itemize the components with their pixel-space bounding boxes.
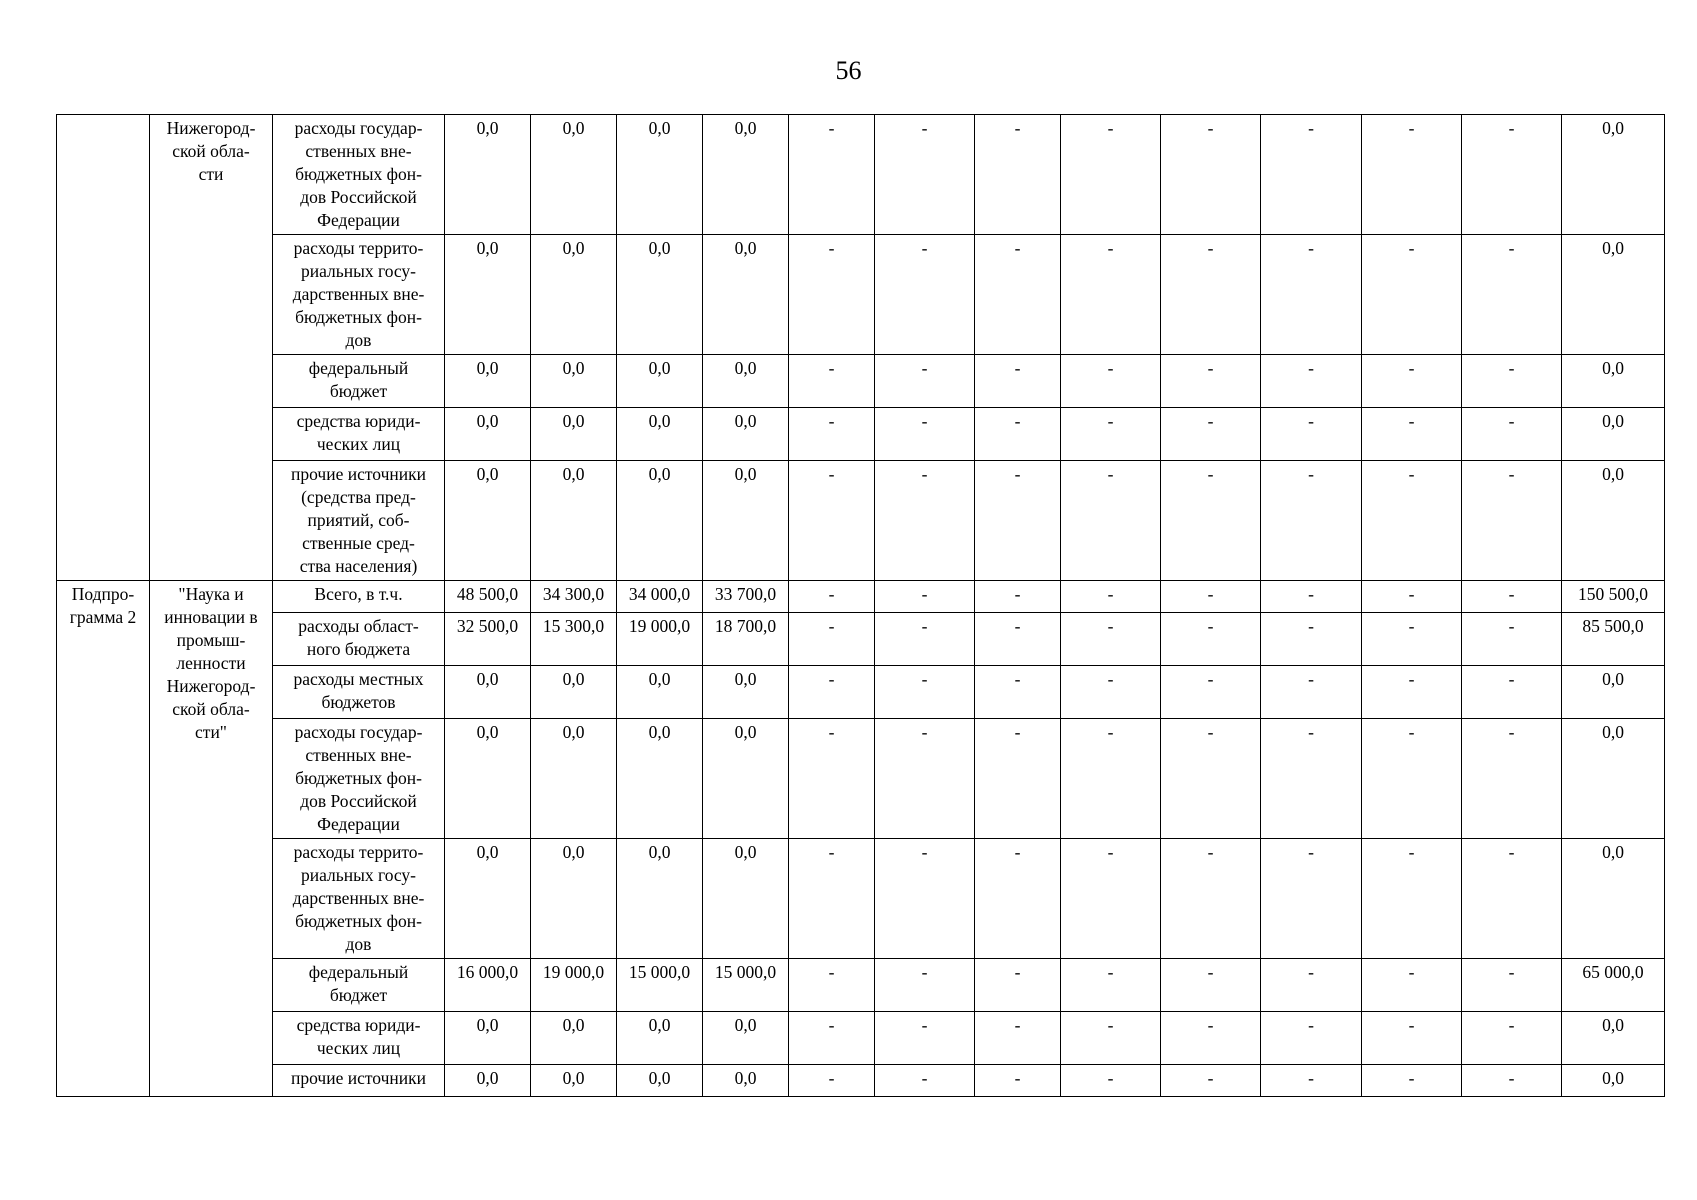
value-cell: - xyxy=(789,581,875,613)
value-cell: - xyxy=(1362,461,1462,581)
value-cell: - xyxy=(1462,355,1562,408)
program-name-cell: "Наука и инновации в промыш- ленности Нижегород- ской обла- сти" xyxy=(150,581,273,1097)
value-cell: - xyxy=(1261,1065,1362,1097)
table-row xyxy=(57,1065,1665,1097)
value-cell: - xyxy=(1362,235,1462,355)
value-cell: 0,0 xyxy=(531,666,617,719)
funding-source-cell: федеральный бюджет xyxy=(273,355,445,408)
table-row xyxy=(57,581,1665,613)
budget-table-body xyxy=(57,115,1665,1097)
value-cell: - xyxy=(1061,355,1161,408)
value-cell: - xyxy=(1061,1065,1161,1097)
value-cell: - xyxy=(1261,408,1362,461)
value-cell: - xyxy=(975,719,1061,839)
value-cell: - xyxy=(789,461,875,581)
value-cell: - xyxy=(875,959,975,1012)
value-cell: 0,0 xyxy=(531,408,617,461)
value-cell: 15 300,0 xyxy=(531,613,617,666)
value-cell: - xyxy=(1362,666,1462,719)
value-cell: 0,0 xyxy=(617,355,703,408)
status-cell: Подпро- грамма 2 xyxy=(57,581,150,1097)
value-cell: 15 000,0 xyxy=(703,959,789,1012)
value-cell: 150 500,0 xyxy=(1562,581,1665,613)
value-cell: - xyxy=(975,1065,1061,1097)
value-cell: 0,0 xyxy=(617,1065,703,1097)
value-cell: - xyxy=(875,613,975,666)
value-cell: - xyxy=(1161,355,1261,408)
value-cell: - xyxy=(1061,666,1161,719)
table-row xyxy=(57,1012,1665,1065)
value-cell: 0,0 xyxy=(617,719,703,839)
value-cell: - xyxy=(1161,959,1261,1012)
value-cell: 0,0 xyxy=(1562,839,1665,959)
value-cell: 0,0 xyxy=(703,719,789,839)
value-cell: 0,0 xyxy=(1562,666,1665,719)
value-cell: - xyxy=(789,235,875,355)
value-cell: - xyxy=(975,1012,1061,1065)
value-cell: - xyxy=(1061,1012,1161,1065)
table-row xyxy=(57,959,1665,1012)
value-cell: 0,0 xyxy=(703,1012,789,1065)
value-cell: - xyxy=(1161,408,1261,461)
value-cell: - xyxy=(875,355,975,408)
value-cell: - xyxy=(1061,115,1161,235)
funding-source-cell: федеральный бюджет xyxy=(273,959,445,1012)
value-cell: - xyxy=(1261,581,1362,613)
value-cell: 0,0 xyxy=(531,1065,617,1097)
value-cell: - xyxy=(1462,1012,1562,1065)
value-cell: 0,0 xyxy=(617,408,703,461)
value-cell: 19 000,0 xyxy=(617,613,703,666)
value-cell: 0,0 xyxy=(531,1012,617,1065)
value-cell: - xyxy=(1462,613,1562,666)
value-cell: 0,0 xyxy=(531,115,617,235)
value-cell: - xyxy=(875,1012,975,1065)
value-cell: 0,0 xyxy=(617,461,703,581)
value-cell: 18 700,0 xyxy=(703,613,789,666)
table-row xyxy=(57,355,1665,408)
value-cell: 0,0 xyxy=(617,235,703,355)
value-cell: 0,0 xyxy=(1562,461,1665,581)
value-cell: - xyxy=(975,666,1061,719)
value-cell: - xyxy=(789,1065,875,1097)
funding-source-cell: прочие источники (средства пред- приятий, соб- ственные сред- ства населения) xyxy=(273,461,445,581)
value-cell: - xyxy=(975,461,1061,581)
table-row xyxy=(57,719,1665,839)
value-cell: 16 000,0 xyxy=(445,959,531,1012)
value-cell: - xyxy=(1462,581,1562,613)
table-row xyxy=(57,235,1665,355)
value-cell: - xyxy=(1161,839,1261,959)
value-cell: - xyxy=(975,115,1061,235)
value-cell: - xyxy=(1261,613,1362,666)
program-name-cell: Нижегород- ской обла- сти xyxy=(150,115,273,581)
value-cell: - xyxy=(1161,613,1261,666)
value-cell: - xyxy=(1261,719,1362,839)
value-cell: 0,0 xyxy=(1562,408,1665,461)
value-cell: - xyxy=(1362,839,1462,959)
value-cell: 34 000,0 xyxy=(617,581,703,613)
value-cell: - xyxy=(1462,235,1562,355)
value-cell: 0,0 xyxy=(1562,235,1665,355)
table-row xyxy=(57,408,1665,461)
value-cell: - xyxy=(1362,1012,1462,1065)
value-cell: 0,0 xyxy=(531,839,617,959)
value-cell: 0,0 xyxy=(1562,115,1665,235)
table-row xyxy=(57,115,1665,235)
value-cell: 0,0 xyxy=(703,235,789,355)
value-cell: 0,0 xyxy=(1562,1012,1665,1065)
value-cell: - xyxy=(875,581,975,613)
value-cell: 15 000,0 xyxy=(617,959,703,1012)
value-cell: - xyxy=(1261,355,1362,408)
value-cell: - xyxy=(1161,461,1261,581)
value-cell: - xyxy=(975,959,1061,1012)
value-cell: - xyxy=(1462,1065,1562,1097)
value-cell: - xyxy=(789,959,875,1012)
value-cell: - xyxy=(789,839,875,959)
value-cell: - xyxy=(1362,581,1462,613)
value-cell: 0,0 xyxy=(703,839,789,959)
funding-source-cell: прочие источники xyxy=(273,1065,445,1097)
value-cell: - xyxy=(1362,355,1462,408)
value-cell: 0,0 xyxy=(703,461,789,581)
value-cell: 0,0 xyxy=(617,839,703,959)
status-cell xyxy=(57,115,150,581)
funding-source-cell: средства юриди- ческих лиц xyxy=(273,408,445,461)
value-cell: 0,0 xyxy=(445,1065,531,1097)
value-cell: - xyxy=(1061,461,1161,581)
value-cell: - xyxy=(1261,959,1362,1012)
value-cell: - xyxy=(1161,1065,1261,1097)
funding-source-cell: средства юриди- ческих лиц xyxy=(273,1012,445,1065)
table-row xyxy=(57,666,1665,719)
value-cell: 0,0 xyxy=(445,235,531,355)
value-cell: 0,0 xyxy=(531,355,617,408)
value-cell: 0,0 xyxy=(703,666,789,719)
value-cell: 0,0 xyxy=(703,355,789,408)
value-cell: - xyxy=(1261,839,1362,959)
value-cell: - xyxy=(1161,115,1261,235)
value-cell: 0,0 xyxy=(531,235,617,355)
value-cell: - xyxy=(1161,719,1261,839)
funding-source-cell: расходы террито- риальных госу- дарственных вне- бюджетных фон- дов xyxy=(273,235,445,355)
value-cell: 0,0 xyxy=(703,408,789,461)
value-cell: - xyxy=(975,839,1061,959)
value-cell: 0,0 xyxy=(445,408,531,461)
value-cell: - xyxy=(1462,839,1562,959)
value-cell: 33 700,0 xyxy=(703,581,789,613)
value-cell: - xyxy=(789,355,875,408)
value-cell: - xyxy=(1462,408,1562,461)
value-cell: 48 500,0 xyxy=(445,581,531,613)
value-cell: - xyxy=(1462,719,1562,839)
value-cell: - xyxy=(1261,1012,1362,1065)
value-cell: - xyxy=(975,581,1061,613)
value-cell: - xyxy=(789,115,875,235)
value-cell: - xyxy=(1362,1065,1462,1097)
value-cell: - xyxy=(875,719,975,839)
value-cell: 0,0 xyxy=(1562,1065,1665,1097)
value-cell: 0,0 xyxy=(445,461,531,581)
value-cell: - xyxy=(1161,581,1261,613)
value-cell: - xyxy=(875,839,975,959)
value-cell: 0,0 xyxy=(445,719,531,839)
funding-source-cell: расходы террито- риальных госу- дарственных вне- бюджетных фон- дов xyxy=(273,839,445,959)
value-cell: - xyxy=(1161,666,1261,719)
value-cell: 0,0 xyxy=(617,115,703,235)
funding-source-cell: расходы государ- ственных вне- бюджетных фон- дов Российской Федерации xyxy=(273,719,445,839)
value-cell: - xyxy=(875,408,975,461)
budget-table xyxy=(56,114,1665,1097)
value-cell: 65 000,0 xyxy=(1562,959,1665,1012)
value-cell: 34 300,0 xyxy=(531,581,617,613)
funding-source-cell: расходы государ- ственных вне- бюджетных фон- дов Российской Федерации xyxy=(273,115,445,235)
value-cell: - xyxy=(1061,235,1161,355)
value-cell: - xyxy=(789,613,875,666)
value-cell: - xyxy=(789,408,875,461)
value-cell: - xyxy=(1261,461,1362,581)
funding-source-cell: расходы област- ного бюджета xyxy=(273,613,445,666)
value-cell: - xyxy=(875,666,975,719)
value-cell: - xyxy=(975,408,1061,461)
value-cell: 0,0 xyxy=(445,839,531,959)
value-cell: - xyxy=(789,719,875,839)
value-cell: - xyxy=(1462,461,1562,581)
value-cell: - xyxy=(875,235,975,355)
page-number: 56 xyxy=(835,56,862,85)
value-cell: - xyxy=(1362,959,1462,1012)
funding-source-cell: Всего, в т.ч. xyxy=(273,581,445,613)
value-cell: - xyxy=(1462,666,1562,719)
value-cell: - xyxy=(1161,235,1261,355)
value-cell: 0,0 xyxy=(445,115,531,235)
value-cell: - xyxy=(975,613,1061,666)
value-cell: - xyxy=(1161,1012,1261,1065)
value-cell: - xyxy=(975,355,1061,408)
value-cell: 85 500,0 xyxy=(1562,613,1665,666)
value-cell: - xyxy=(1061,408,1161,461)
value-cell: - xyxy=(1362,408,1462,461)
value-cell: - xyxy=(1261,235,1362,355)
value-cell: - xyxy=(1362,719,1462,839)
value-cell: 0,0 xyxy=(445,1012,531,1065)
value-cell: 0,0 xyxy=(445,666,531,719)
value-cell: - xyxy=(1061,839,1161,959)
table-row xyxy=(57,839,1665,959)
value-cell: 32 500,0 xyxy=(445,613,531,666)
value-cell: 0,0 xyxy=(445,355,531,408)
value-cell: - xyxy=(1061,959,1161,1012)
value-cell: - xyxy=(1061,719,1161,839)
funding-source-cell: расходы местных бюджетов xyxy=(273,666,445,719)
value-cell: - xyxy=(875,461,975,581)
table-row xyxy=(57,461,1665,581)
value-cell: 0,0 xyxy=(1562,719,1665,839)
value-cell: - xyxy=(1362,115,1462,235)
table-row xyxy=(57,613,1665,666)
value-cell: 0,0 xyxy=(1562,355,1665,408)
value-cell: 0,0 xyxy=(617,1012,703,1065)
value-cell: - xyxy=(875,115,975,235)
value-cell: - xyxy=(1462,115,1562,235)
value-cell: - xyxy=(1261,666,1362,719)
value-cell: 0,0 xyxy=(617,666,703,719)
value-cell: - xyxy=(1061,613,1161,666)
value-cell: - xyxy=(789,1012,875,1065)
value-cell: - xyxy=(1462,959,1562,1012)
value-cell: 19 000,0 xyxy=(531,959,617,1012)
value-cell: 0,0 xyxy=(531,719,617,839)
value-cell: 0,0 xyxy=(703,115,789,235)
value-cell: - xyxy=(1362,613,1462,666)
value-cell: 0,0 xyxy=(531,461,617,581)
value-cell: - xyxy=(789,666,875,719)
value-cell: - xyxy=(1061,581,1161,613)
value-cell: - xyxy=(975,235,1061,355)
value-cell: - xyxy=(875,1065,975,1097)
value-cell: 0,0 xyxy=(703,1065,789,1097)
value-cell: - xyxy=(1261,115,1362,235)
